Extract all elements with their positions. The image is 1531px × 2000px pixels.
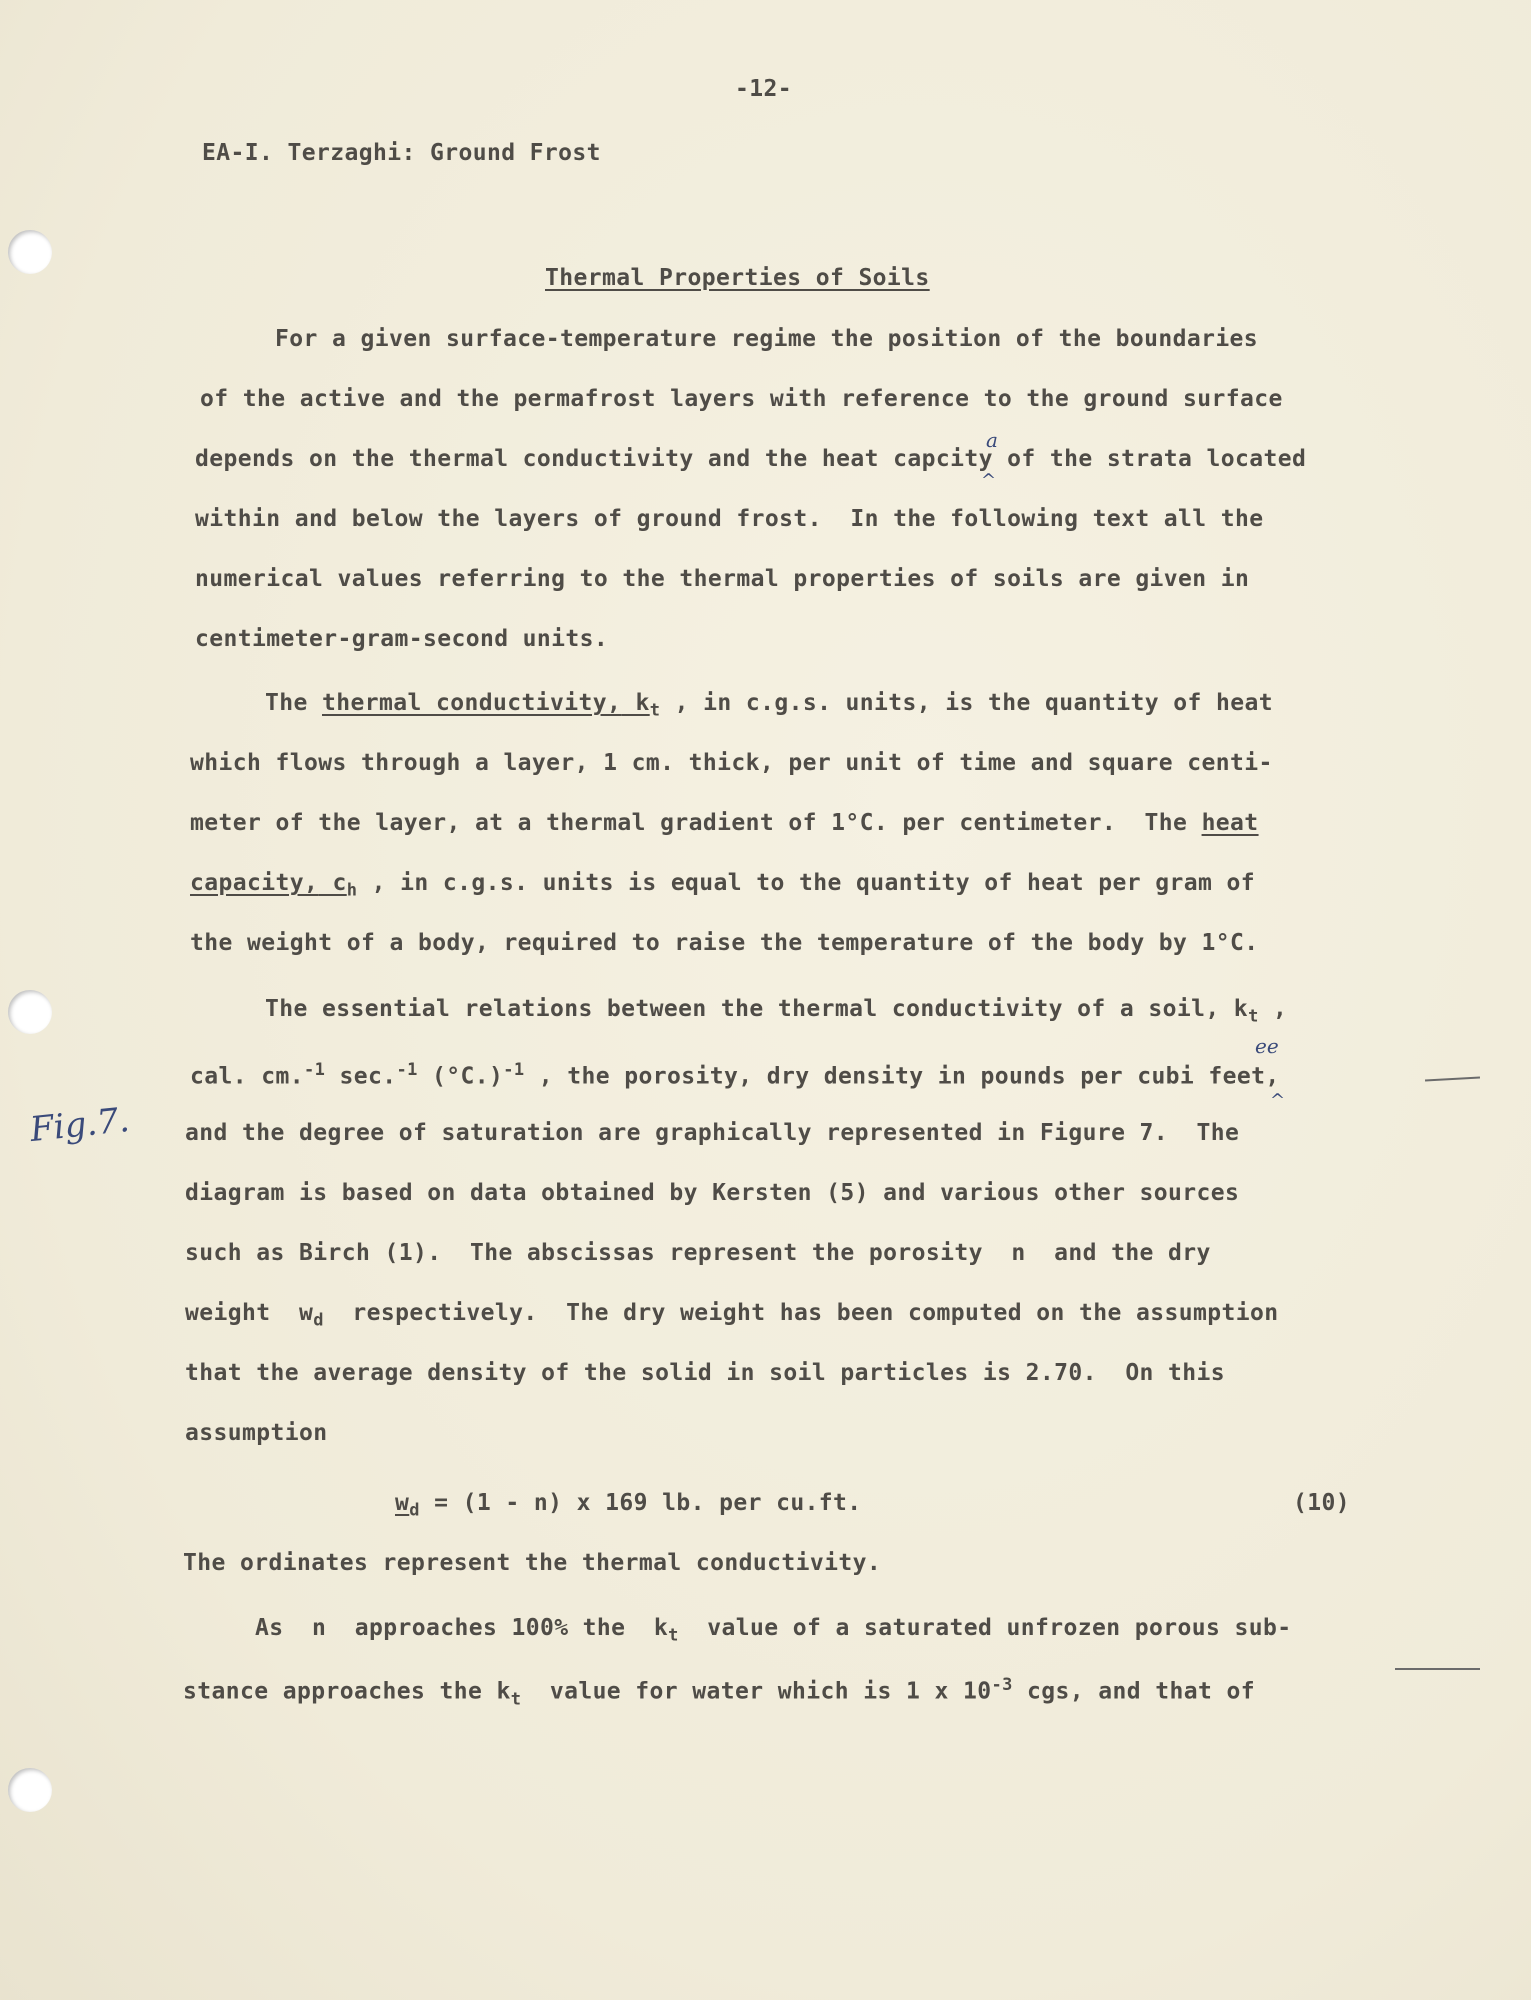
term-thermal-conductivity: thermal conductivity,: [322, 690, 622, 716]
symbol-w: w: [395, 1490, 410, 1516]
punch-hole-middle: [8, 990, 52, 1034]
text-line: depends on the thermal conductivity and the heat capcity of the strata located: [195, 446, 1307, 472]
text-line: [183, 1675, 1255, 1709]
margin-note-fig7: Fig.7.: [28, 1099, 132, 1151]
symbol-c: c: [318, 870, 347, 896]
text-run: As n approaches 100% the k: [255, 1615, 669, 1641]
text-run: The essential relations between the thermal conductivity of a soil, k: [265, 996, 1249, 1022]
caret-mark: ^: [981, 470, 997, 491]
text-run: value for water which is 1 x 10: [521, 1678, 992, 1705]
text-run: , in c.g.s. units, is the quantity of heat: [660, 690, 1273, 716]
text-line: that the average density of the solid in soil particles is 2.70. On this: [185, 1360, 1226, 1386]
text-line: within and below the layers of ground frost. In the following text all the: [195, 506, 1264, 532]
text-line: the weight of a body, required to raise the temperature of the body by 1°C.: [190, 930, 1259, 956]
superscript: -1: [503, 1060, 525, 1080]
superscript: -1: [396, 1060, 418, 1080]
insert-ee: ee: [1255, 1034, 1279, 1058]
equation-body: = (1 - n) x 169 lb. per cu.ft.: [419, 1490, 862, 1516]
text-line: The ordinates represent the thermal conductivity.: [183, 1550, 882, 1576]
margin-dash: [1425, 1077, 1480, 1082]
text-line: such as Birch (1). The abscissas represent the porosity n and the dry: [185, 1240, 1211, 1266]
text-line: of the active and the permafrost layers with reference to the ground surface: [200, 386, 1283, 412]
text-run: cgs, and that of: [1012, 1678, 1255, 1705]
text-line: [190, 810, 1259, 836]
text-run: respectively. The dry weight has been computed on the assumption: [323, 1300, 1279, 1326]
text-run: ,: [1258, 996, 1288, 1022]
text-run: weight w: [185, 1300, 314, 1326]
punch-hole-top: [8, 230, 52, 274]
text-line: assumption: [185, 1420, 328, 1446]
text-run: sec.: [325, 1063, 397, 1090]
subscript: t: [1248, 1006, 1259, 1027]
equation: [395, 1490, 862, 1521]
text-run: stance approaches the k: [183, 1678, 511, 1705]
text-line: [265, 996, 1287, 1027]
superscript: -3: [991, 1675, 1013, 1695]
text-line: centimeter-gram-second units.: [195, 626, 609, 652]
caret-mark: ^: [1270, 1090, 1286, 1111]
text-line: [255, 1615, 1291, 1646]
superscript: -1: [303, 1060, 326, 1080]
text-run: meter of the layer, at a thermal gradient of 1°C. per centimeter. The: [190, 810, 1202, 836]
text-run: value of a saturated unfrozen porous sub-: [678, 1615, 1292, 1641]
text-line: [190, 870, 1255, 901]
symbol-k: k: [621, 690, 650, 716]
text-line: numerical values referring to the thermal properties of soils are given in: [195, 566, 1250, 592]
subscript: d: [409, 1500, 420, 1521]
text-line: [265, 690, 1273, 721]
text-run: The: [265, 690, 322, 716]
text-run: cal. cm.: [190, 1063, 304, 1090]
text-line: [185, 1300, 1278, 1331]
section-title: Thermal Properties of Soils: [545, 265, 930, 291]
page-number: -12-: [735, 76, 792, 102]
subscript: d: [313, 1310, 324, 1331]
subscript: h: [346, 880, 358, 901]
text-run: , in c.g.s. units is equal to the quantity of heat per gram of: [357, 870, 1255, 896]
equation-number: (10): [1293, 1490, 1350, 1516]
text-run: (°C.): [417, 1063, 504, 1090]
text-line: [190, 1060, 1280, 1090]
subscript: t: [649, 700, 661, 721]
text-line: which flows through a layer, 1 cm. thick, per unit of time and square centi-: [190, 750, 1273, 776]
term-heat: heat: [1201, 810, 1259, 836]
insert-a: a: [986, 428, 998, 452]
text-line: and the degree of saturation are graphically represented in Figure 7. The: [185, 1120, 1240, 1146]
term-capacity: capacity,: [190, 870, 319, 896]
text-line: diagram is based on data obtained by Kersten (5) and various other sources: [185, 1180, 1240, 1206]
punch-hole-bottom: [8, 1768, 52, 1812]
subscript: t: [668, 1625, 679, 1646]
text-run: , the porosity, dry density in pounds per cubi feet,: [524, 1063, 1280, 1090]
running-header: EA-I. Terzaghi: Ground Frost: [202, 140, 601, 166]
text-line: For a given surface-temperature regime the position of the boundaries: [275, 326, 1259, 352]
subscript: t: [510, 1689, 522, 1710]
margin-dash: [1395, 1668, 1480, 1670]
